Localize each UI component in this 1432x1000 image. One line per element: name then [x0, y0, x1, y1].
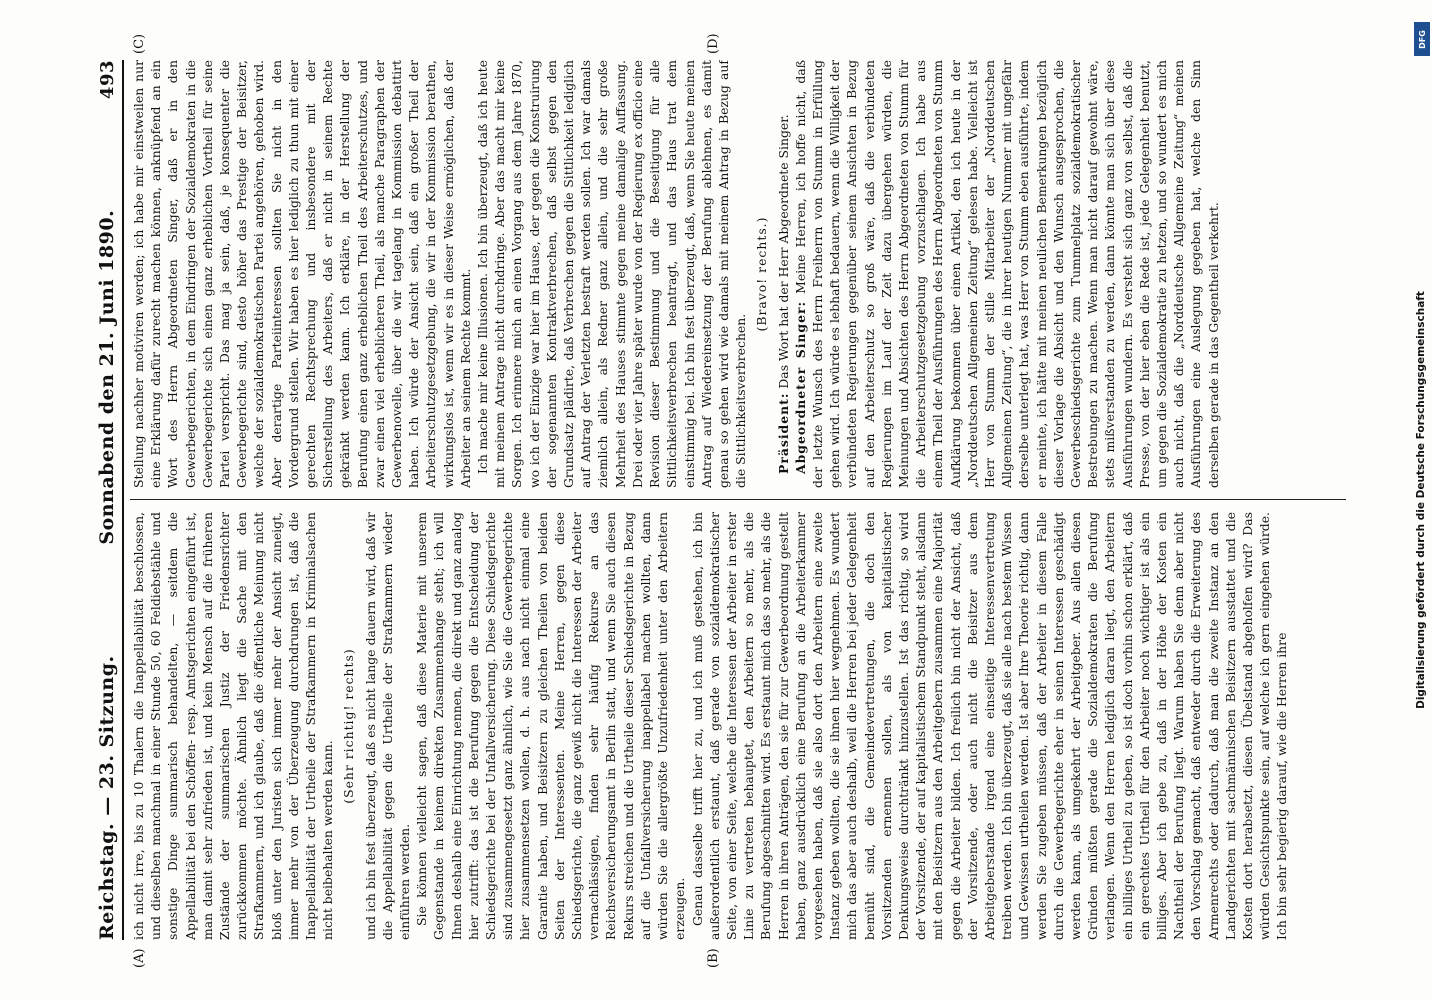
left-paragraph-4: Genau dasselbe trifft hier zu, und ich muß gestehen, ich bin außerordentlich erstaunt, daß gerade von sozialdemokratischer Seite, von einer Seite, welche die Interessen der Arbeiter in erster Linie zu vertreten behauptet, den Arbeitern so mehr, als die Berufung abgeschnitten wird. Es erstaunt mich das so mehr, als die Herren in ihren Anträgen, den sie für zur Gewerbeordnung gestellt haben, ganz ausdrücklich eine Berufung an die Arbeiterkammer vorgesehen haben, daß sie also dort den Arbeitern eine zweite Instanz geben wollten, die sie ihnen hier wegnehmen. Es wundert mich das aber auch deshalb, weil die Herren bei jeder Gelegenheit bemüht sind, die Gemeindevertretungen, die doch den Vorsitzenden ernennen sollen, als von kapitalistischer Denkungsweise durchtränkt hinzustellen. Ist das richtig, so wird der Vorsitzende, der auf kapitalistischem Standpunkt steht, alsdann mit den Beisitzern aus den Arbeitgebern zusammen eine Majorität gegen die Arbeiter bilden. Ich freilich bin nicht der Ansicht, daß der Vorsitzende, oder auch nicht die Beisitzer aus dem Arbeitgeberstande irgend eine einseitige Interessenvertretung treiben werden. Ich bin überzeugt, daß sie alle nach bestem Wissen und Gewissen urtheilen werden. Ist aber Ihre Theorie richtig, dann werden Sie zugeben müssen, daß der Arbeiter in diesem Falle durch die Gewerbegerichte eher in seinen Interessen geschädigt werden kann, als umgekehrt der Arbeitgeber. Aus allen diesen Gründen müßten gerade die Sozialdemokraten die Berufung verlangen. Wenn den Herren lediglich daran liegt, den Arbeitern ein billiges Urtheil zu geben, so ist doch vorhin schon erklärt, daß ein gerechtes Urtheil für den Arbeiter noch wichtiger ist als ein billiges. Aber ich gebe zu, daß in der Höhe der Kosten ein Nachtheil der Berufung liegt. Warum haben Sie denn aber nicht den Vorschlag gemacht, daß entweder durch die Erweiterung des Armenrechts oder dadurch, daß man die zweite Instanz an den Landgerichten mit sachmännischen Beisitzern ausstattet und die Kosten dort herabsetzt, diesen Übelstand abgeholfen wird? Das würden Gesichtspunkte sein, auf welche ich gern eingehen würde. Ich bin sehr begierig darauf, wie die Herren ihre	[689, 512, 1290, 940]
left-paragraph-3: Sie können vielleicht sagen, daß diese Materie mit unserem Gegenstande in keinem direkten Zusammenhange steht; ich will Ihnen deshalb eine Einrichtung nennen, die direkt und ganz analog hier zutrifft: das ist die Berufung gegen die Entscheidung der Schiedsgerichte bei der Unfallversicherung. Diese Schiedsgerichte sind zusammengesetzt ganz ähnlich, wie Sie die Gewerbegerichte hier zusammensetzen wollen, d. h. aus nach nicht einmal eine Garantie haben, und Beisitzern zu gleichen Theilen von beiden Seiten der Interessenten. Meine Herren, gegen diese Schiedsgerichte, die ganz gewiß nicht die Interessen der Arbeiter vernachlässigen, finden sehr häufig Rekurse an das Reichsversicherungsamt in Berlin statt, und wenn Sie auch diesen Rekurs streichen und die Urtheile dieser Schiedsgerichte in Bezug auf die Unfallversicherung inappellabel machen wollten, dann würden Sie die allergrößte Unzufriedenheit unter den Arbeitern erzeugen.	[414, 512, 688, 940]
header-left: Reichstag. — 23. Sitzung.	[96, 655, 118, 940]
margin-mark-d: (D)	[706, 33, 721, 54]
column-divider	[130, 499, 1346, 500]
header-center: Sonnabend den 21. Juni 1890.	[96, 209, 118, 545]
right-paragraph-4	[792, 60, 1222, 488]
president-text: Das Wort hat der Herr Abgeordnete Singer.	[775, 114, 791, 389]
margin-mark-a: (A)	[132, 948, 147, 968]
page-number: 493	[97, 60, 118, 100]
left-column	[130, 512, 1348, 940]
right-paragraph-2: Ich mache mir keine Illusionen. Ich bin überzeugt, daß ich heute mit meinem Antrage nicht durchdringe. Aber das macht mir keine Sorgen. Ich erinnere mich an einen Vorgang aus dem Jahre 1870, wo ich der Einzige war hier im Hause, der gegen die Konstruirung der sogenannten Kontraktverbrechen, daß selbst gegen den Grundsatz plädirte, daß Verbrechen gegen die Sittlichkeit lediglich auf Antrag der Verletzten bestraft werden sollen. Ich war damals ziemlich allein, als Redner ganz allein, und die sehr große Mehrheit des Hauses stimmte gegen meine damalige Auffassung. Drei oder vier Jahre später wurde von der Regierung ex officio eine Revision dieser Bestimmung und die Beseitigung für alle Sittlichkeitsverbrechen beantragt, und das Haus trat dem einstimmig bei. Ich bin fest überzeugt, daß, wenn Sie heute meinen Antrag auf Wiedereinsetzung der Berufung ablehnen, es damit genau so gehen wird wie damals mit meinem Antrag in Bezug auf die Sittlichkeitsverbrechen.	[475, 60, 749, 488]
page-header	[84, 60, 124, 940]
dfg-logo-text: DFG	[1417, 29, 1427, 49]
left-interjection: (Sehr richtig! rechts)	[341, 648, 357, 804]
right-column	[130, 60, 1348, 488]
margin-mark-b: (B)	[706, 948, 721, 968]
speaker-singer: Abgeordneter Singer:	[792, 300, 808, 474]
page-body	[66, 33, 1366, 968]
left-paragraph-2: und ich bin fest überzeugt, daß es nicht lange dauern wird, daß wir die Appellabilität gegen die Urtheile der Strafkammern wieder einführen werden.	[362, 512, 413, 940]
digitization-credit	[1410, 20, 1432, 980]
rotated-page	[66, 33, 1366, 968]
singer-text: Meine Herren, ich hoffe nicht, daß der letzte Wunsch des Herrn Freiherrn von Stumm in Erfüllung gehen wird. Ich würde es lebhaft bedauern, wenn die Willigkeit der verbündeten Regierungen gegenüber seinem Ansichten in Bezug auf den Arbeiterschutz so groß wäre, daß die verbündeten Regierungen im Lauf der Zeit dazu übergehen würden, die Meinungen und Absichten des Herrn Abgeordneten von Stumm für die Arbeiterschutzgesetzgebung vorzuschlagen. Ich habe aus einem Theil der Ausführungen des Herrn Abgeordneten von Stumm Aufklärung bekommen über einen Artikel, den ich heute in der „Norddeutschen Allgemeinen Zeitung“ gelesen habe. Vielleicht ist Herr von Stumm der stille Mitarbeiter der „Norddeutschen Allgemeinen Zeitung“, die in ihrer heutigen Nummer mit ungefähr derselbe unterlegt hat, was Herr von Stumm eben ausführte, indem er meinte, ich hätte mit meinen neulichen Bemerkungen bezüglich dieser Vorlage die Absicht und den Wunsch ausgesprochen, die Gewerbeschiedsgerichte zum Tummelplatz sozialdemokratischer Bestrebungen zu machen. Wenn man nicht darauf gewohnt wäre, stets mißverstanden zu werden, dann könnte man sich über diese Ausführungen wundern. Es versteht sich ganz von selbst, daß die Presse, von der hier eben die Rede ist, jede Gelegenheit benutzt, um gegen die Sozialdemokratie zu hetzen, und so wundert es mich auch nicht, daß die „Norddeutsche Allgemeine Zeitung“ meinen Ausführungen eine Auslegung gegeben hat, welche den Sinn derselben gerade in das Gegentheil verkehrt.	[792, 60, 1221, 488]
right-paragraph-3	[775, 60, 792, 488]
left-paragraph-1: ich nicht irre, bis zu 10 Thalern die Inappellabilität beschlossen, und dieselben manchmal in einer Stunde 50, 60 Feldiebstähle und sonstige Dinge summarisch behandelten, — seitdem die Appellabilität bei den Schöffen- resp. Amtsgerichten eingeführt ist, man damit sehr zufrieden ist, und kein Mensch auf die früheren Zustände der summarischen Justiz der Friedensrichter zurückkommen möchte. Ähnlich liegt die Sache mit den Strafkammern, und ich glaube, daß die öffentliche Meinung nicht bloß unter den Juristen sich immer mehr der Ansicht zuneigt, immer mehr von der Überzeugung durchdrungen ist, daß die Inappellabilität der Urtheile der Strafkammern in Kriminalsachen nicht beibehalten werden kann.	[131, 512, 336, 940]
right-interjection: (Bravo! rechts.)	[754, 216, 770, 332]
credit-text: Digitalisierung gefördert durch die Deutsche Forschungsgemeinschaft	[1415, 291, 1428, 709]
speaker-president: Präsident:	[775, 392, 791, 474]
margin-mark-c: (C)	[132, 33, 147, 54]
right-paragraph-1: Stellung nachher motiviren werden; ich habe mir einstweilen nur eine Erklärung dafür zurecht machen können, anknüpfend an ein Wort des Herrn Abgeordneten Singer, daß er in den Gewerbegerichten, in dem Eindringen der Sozialdemokraten in die Gewerbegerichte sich einen ganz erheblichen Vortheil für seine Partei verspricht. Das mag ja sein, daß, je konsequenter die Gewerbegerichte sind, desto höher das Prestige der Beisitzer, welche der sozialdemokratischen Partei angehören, gehoben wird. Aber derartige Parteiinteressen sollten Sie nicht in den Vordergrund stellen. Wir haben es hier lediglich zu thun mit einer gerechten Rechtsprechung und insbesondere mit der Sicherstellung des Arbeiters, daß er nicht in seinem Rechte gekränkt werden kann. Ich erkläre, in der Herstellung der Berufung einen ganz erheblichen Theil des Arbeiterschutzes, und zwar einen viel erheblicheren Theil, als manche Paragraphen der Gewerbenovelle, über die wir tagelang in Kommission debattirt haben. Ich würde der Ansicht sein, daß ein großer Theil der Arbeiterschutzgesetzgebung, die wir in der Kommission berathen, wirkungslos ist, wenn wir es in dieser Weise ermöglichen, daß der Arbeiter an seinem Rechte kommt.	[131, 60, 473, 488]
